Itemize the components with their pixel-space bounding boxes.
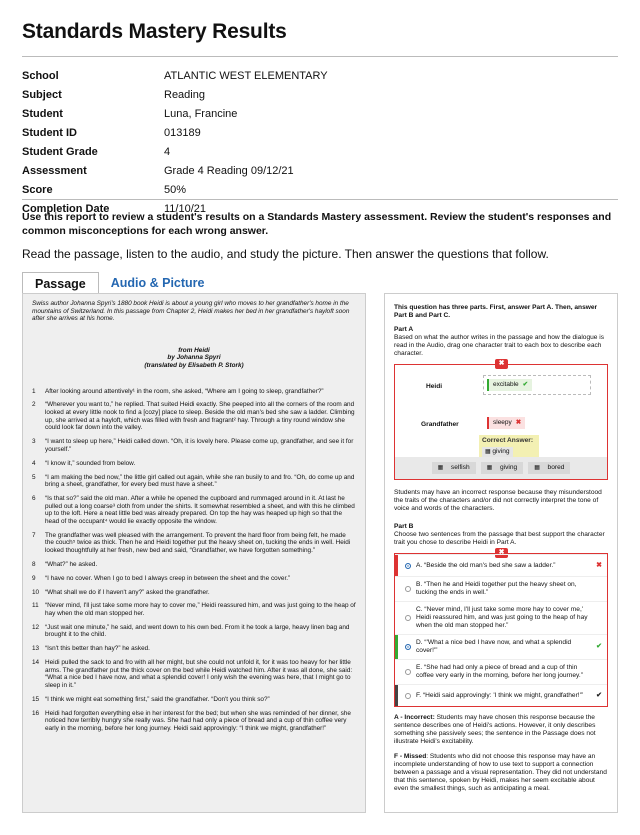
explanation-a <box>394 714 608 746</box>
passage-paragraph <box>32 495 356 525</box>
paragraph-number: 15 <box>32 695 40 703</box>
option-radio[interactable] <box>405 586 411 592</box>
passage-title <box>32 347 356 370</box>
explanation-key: F - Missed <box>394 753 427 760</box>
passage-title-line: from Heidi <box>178 346 210 354</box>
chip-text: selfish <box>448 462 473 473</box>
answer-option[interactable] <box>395 684 607 706</box>
paragraph-text: “What?” he asked. <box>45 560 98 568</box>
incorrect-icon: ✖ <box>495 548 508 558</box>
part-a-label: Part A <box>394 326 414 333</box>
explanation-text: : Students who did not choose this response may have an incomplete understanding of how to use text to support a connection between a passage and a visual representation. They did not understand that this sentence, spoken by Heidi, makes her seem excitable about even the smallest things, such as anticipating a meal. <box>394 753 607 792</box>
paragraph-number: 14 <box>32 659 40 667</box>
chip-text: giving <box>497 462 520 473</box>
paragraph-number: 3 <box>32 438 36 446</box>
part-a-explanation: Students may have an incorrect response because they misunderstood the traits of the characters and/or did not correctly interpret the tone of voice and words of the characters. <box>394 489 602 512</box>
heidi-label: Heidi <box>426 383 443 390</box>
grandfather-row <box>401 413 601 437</box>
info-divider <box>22 199 618 200</box>
option-text: A. “Beside the old man's bed she saw a ladder.” <box>416 561 556 569</box>
paragraph-text: “Is that so?” said the old man. After a while he opened the cupboard and rummaged around in it. At last he pulled out a long coarse³ cloth from under the shirts. It somewhat resembled a sheet, and with this he climbed up to the loft. Here a neat little bed was already prepared. On top the hay was heaped up high so that the head of the occupant⁴ would lie exactly opposite the window. <box>45 494 355 525</box>
paragraph-text: Heidi had forgotten everything else in her interest for the bed; but when she was reminded of her dinner, she noticed how terribly hungry she really was. She had had only a piece of bread and a cup of thin coffee very early in the morning, before her long journey. Heidi said approvingly: “I think we might, grandfather!” <box>45 709 351 733</box>
paragraph-number: 9 <box>32 574 36 582</box>
part-b-response-box <box>394 549 608 707</box>
correct-answer-box <box>479 435 539 459</box>
paragraph-number: 2 <box>32 401 36 409</box>
part-a-response-box <box>394 360 608 480</box>
part-b-text: Choose two sentences from the passage that best support the character trait you chose to describe Heidi in Part A. <box>394 531 605 546</box>
passage-paragraph <box>32 710 356 733</box>
option-text: C. “Never mind, I'll just take some more hay to cover me,' Heidi reassured him, and was just going to the heap of hay when the old man stopped her.” <box>416 606 588 629</box>
option-text: E. “She had had only a piece of bread and a cup of thin coffee very early in the morning, before her long journey.” <box>416 664 583 679</box>
answer-option[interactable] <box>395 576 607 601</box>
trait-chip-selfish[interactable] <box>432 462 476 474</box>
page-title: Standards Mastery Results <box>22 20 287 43</box>
passage-paragraph <box>32 474 356 489</box>
info-row-student-id <box>22 123 622 142</box>
explanation-key: A - Incorrect: <box>394 714 435 721</box>
option-radio[interactable] <box>405 669 411 675</box>
check-icon: ✔ <box>522 381 529 388</box>
tab-passage[interactable]: Passage <box>22 272 99 294</box>
trait-chip-giving[interactable] <box>481 462 524 474</box>
paragraph-number: 13 <box>32 645 40 653</box>
paragraph-text: “Isn't this better than hay?” he asked. <box>45 645 150 653</box>
drag-handle-icon: ▦ <box>531 463 544 473</box>
info-value: Reading <box>164 88 205 101</box>
tab-audio-picture[interactable]: Audio & Picture <box>110 276 205 290</box>
info-row-assessment <box>22 161 622 180</box>
grandfather-answer-chip[interactable] <box>487 417 525 429</box>
student-info-table <box>22 66 622 218</box>
heidi-answer-chip[interactable] <box>487 379 532 391</box>
question-panel <box>384 293 618 813</box>
drag-handle-icon: ▦ <box>485 449 493 455</box>
option-radio[interactable] <box>405 693 411 699</box>
incorrect-icon: ✖ <box>495 359 508 369</box>
info-key: Student <box>22 107 63 120</box>
info-key: Assessment <box>22 164 87 177</box>
explanation-f <box>394 753 608 793</box>
info-value: Luna, Francine <box>164 107 238 120</box>
passage-paragraph <box>32 645 356 653</box>
info-value: 50% <box>164 183 187 196</box>
info-key: Completion Date <box>22 202 110 215</box>
paragraph-number: 4 <box>32 459 36 467</box>
info-key: Student Grade <box>22 145 98 158</box>
paragraph-number: 1 <box>32 387 36 395</box>
chip-text: excitable <box>493 381 519 388</box>
paragraph-text: “I want to sleep up here,” Heidi called down. “Oh, it is lovely here. Please come up, grandfather, and see it for yourself.” <box>45 438 354 453</box>
passage-tabs <box>22 272 217 294</box>
heidi-row <box>401 375 601 399</box>
info-key: School <box>22 69 59 82</box>
check-icon: ✔ <box>596 691 602 699</box>
drag-handle-icon: ▦ <box>484 463 497 473</box>
option-radio[interactable] <box>405 644 411 650</box>
passage-paragraph <box>32 659 356 689</box>
option-status-bar <box>395 555 398 576</box>
info-row-student <box>22 104 622 123</box>
paragraph-text: “What shall we do if I haven't any?” asked the grandfather. <box>45 588 210 596</box>
passage-paragraph <box>32 388 356 396</box>
option-radio[interactable] <box>405 615 411 621</box>
passage-intro: Swiss author Johanna Spyri's 1880 book Heidi is about a young girl who moves to her grandfather's home in the mountains of Switzerland. In this passage from Chapter 2, Heidi makes her bed in her grandfather's hayloft soon after she arrives at his home. <box>32 300 350 323</box>
paragraph-number: 7 <box>32 531 36 539</box>
passage-paragraph <box>32 589 356 597</box>
passage-paragraph <box>32 561 356 569</box>
report-intro: Use this report to review a student's results on a Standards Mastery assessment. Review the student's responses and common misconceptions for each wrong answer. <box>22 211 612 237</box>
passage-paragraph <box>32 696 356 704</box>
answer-option[interactable] <box>395 601 607 634</box>
check-icon: ✔ <box>596 643 602 650</box>
chip-text: bored <box>545 462 568 473</box>
paragraph-number: 8 <box>32 560 36 568</box>
paragraph-text: “I know it,” sounded from below. <box>45 459 136 467</box>
paragraph-text: “Just wait one minute,” he said, and went down to his own bed. From it he took a large, heavy linen bag and brought it to the child. <box>45 623 350 639</box>
x-icon: ✖ <box>515 419 522 426</box>
trait-chip-bored[interactable] <box>528 462 570 474</box>
part-b-label: Part B <box>394 523 414 530</box>
info-row-school <box>22 66 622 85</box>
info-key: Subject <box>22 88 62 101</box>
paragraph-text: “Wherever you want to,” he replied. That suited Heidi exactly. She peeped into all the corners of the room and looked at every little nook to find a [cozy] place to sleep. Beside the old man's bed she saw a ladder. Climbing up, she arrived at a hayloft, which was filled with fresh and fragrant² hay. Through a tiny round window she could look far down into the valley. <box>45 401 355 432</box>
title-divider <box>22 56 618 57</box>
x-icon: ✖ <box>596 561 602 569</box>
passage-paragraph <box>32 460 356 468</box>
option-radio[interactable] <box>405 563 411 569</box>
grandfather-label: Grandfather <box>421 421 459 428</box>
info-row-subject <box>22 85 622 104</box>
passage-paragraphs <box>32 388 356 733</box>
passage-author: by Johanna Spyri <box>167 354 221 362</box>
info-value: 11/10/21 <box>164 202 207 215</box>
paragraph-text: “I have no cover. When I go to bed I always creep in between the sheet and the cover.” <box>45 574 291 582</box>
correct-answer-chip <box>482 447 513 457</box>
passage-paragraph <box>32 532 356 555</box>
info-row-score <box>22 180 622 199</box>
passage-paragraph <box>32 602 356 617</box>
answer-option[interactable] <box>395 554 607 576</box>
option-text: F. “Heidi said approvingly: 'I think we might, grandfather!'” <box>416 691 584 699</box>
passage-panel <box>22 293 366 813</box>
option-status-bar <box>395 602 398 634</box>
info-key: Student ID <box>22 126 77 139</box>
info-value: ATLANTIC WEST ELEMENTARY <box>164 69 328 82</box>
paragraph-number: 6 <box>32 494 36 502</box>
paragraph-number: 10 <box>32 588 40 596</box>
info-value: Grade 4 Reading 09/12/21 <box>164 164 294 177</box>
paragraph-text: “Never mind, I'll just take some more hay to cover me,” Heidi reassured him, and was just going to the heap of hay when the old man stopped her. <box>45 602 356 617</box>
part-a-text: Based on what the author writes in the passage and how the dialogue is read in the Audio, drag one character trait to each box to describe each character. <box>394 334 605 357</box>
passage-paragraph <box>32 438 356 453</box>
info-key: Score <box>22 183 53 196</box>
chip-text: sleepy <box>493 419 512 426</box>
paragraph-text: “I think we might eat something first,” said the grandfather. “Don't you think so?” <box>45 695 270 703</box>
paragraph-number: 16 <box>32 709 40 717</box>
answer-option[interactable] <box>395 659 607 684</box>
paragraph-number: 12 <box>32 623 40 631</box>
paragraph-text: After looking around attentively¹ in the room, she asked, “Where am I going to sleep, grandfather?” <box>45 387 324 395</box>
option-status-bar <box>395 685 398 706</box>
paragraph-text: “I am making the bed now,” the little girl called out again, while she ran busily to and fro. “Oh, do come up and bring a sheet, grandfather, for every bed must have a sheet.” <box>45 473 355 489</box>
paragraph-number: 5 <box>32 473 36 481</box>
paragraph-number: 11 <box>32 602 39 610</box>
option-status-bar <box>395 635 398 659</box>
instructions: Read the passage, listen to the audio, and study the picture. Then answer the questions that follow. <box>22 247 549 261</box>
option-text: B. “Then he and Heidi together put the heavy sheet on, tucking the ends in well.” <box>416 581 577 596</box>
explanation-text: Students may have chosen this response because the sentence describes one of Heidi's actions. However, it only describes something she passively sees; the sentence in the Passage does not illustrate Heidi's excitability. <box>394 714 596 745</box>
option-status-bar <box>395 577 398 601</box>
passage-paragraph <box>32 401 356 431</box>
info-value: 013189 <box>164 126 201 139</box>
paragraph-text: The grandfather was well pleased with the arrangement. To prevent the hard floor from being felt, he made the couch⁵ twice as thick. Then he and Heidi together put the heavy sheet on, tucking the ends in well. Heidi looked thoughtfully at her fresh, new bed and said, “Grandfather, we have forgotten something.” <box>45 531 351 554</box>
passage-paragraph <box>32 624 356 639</box>
passage-translator: (translated by Elisabeth P. Stork) <box>144 361 244 369</box>
drag-handle-icon: ▦ <box>435 463 448 473</box>
option-text: D. “'What a nice bed I have now, and what a splendid cover!'” <box>416 639 572 654</box>
passage-paragraph <box>32 575 356 583</box>
correct-answer-label: Correct Answer: <box>482 437 534 444</box>
chip-text: giving <box>492 448 510 455</box>
paragraph-text: Heidi pulled the sack to and fro with all her might, but she could not unfold it, for it was too heavy for her little arms. The grandfather put the thick cover on the bed while Heidi watched him. After it was all done, she said: “What a nice bed I have now, and what a splendid cover! I only wish the evening was here, that I might go to sleep in it.” <box>45 659 353 690</box>
question-header: This question has three parts. First, answer Part A. Then, answer Part B and Part C. <box>394 304 598 319</box>
info-value: 4 <box>164 145 171 158</box>
answer-option[interactable] <box>395 634 607 659</box>
info-row-grade <box>22 142 622 161</box>
trait-bank <box>395 457 607 479</box>
option-status-bar <box>395 660 398 684</box>
